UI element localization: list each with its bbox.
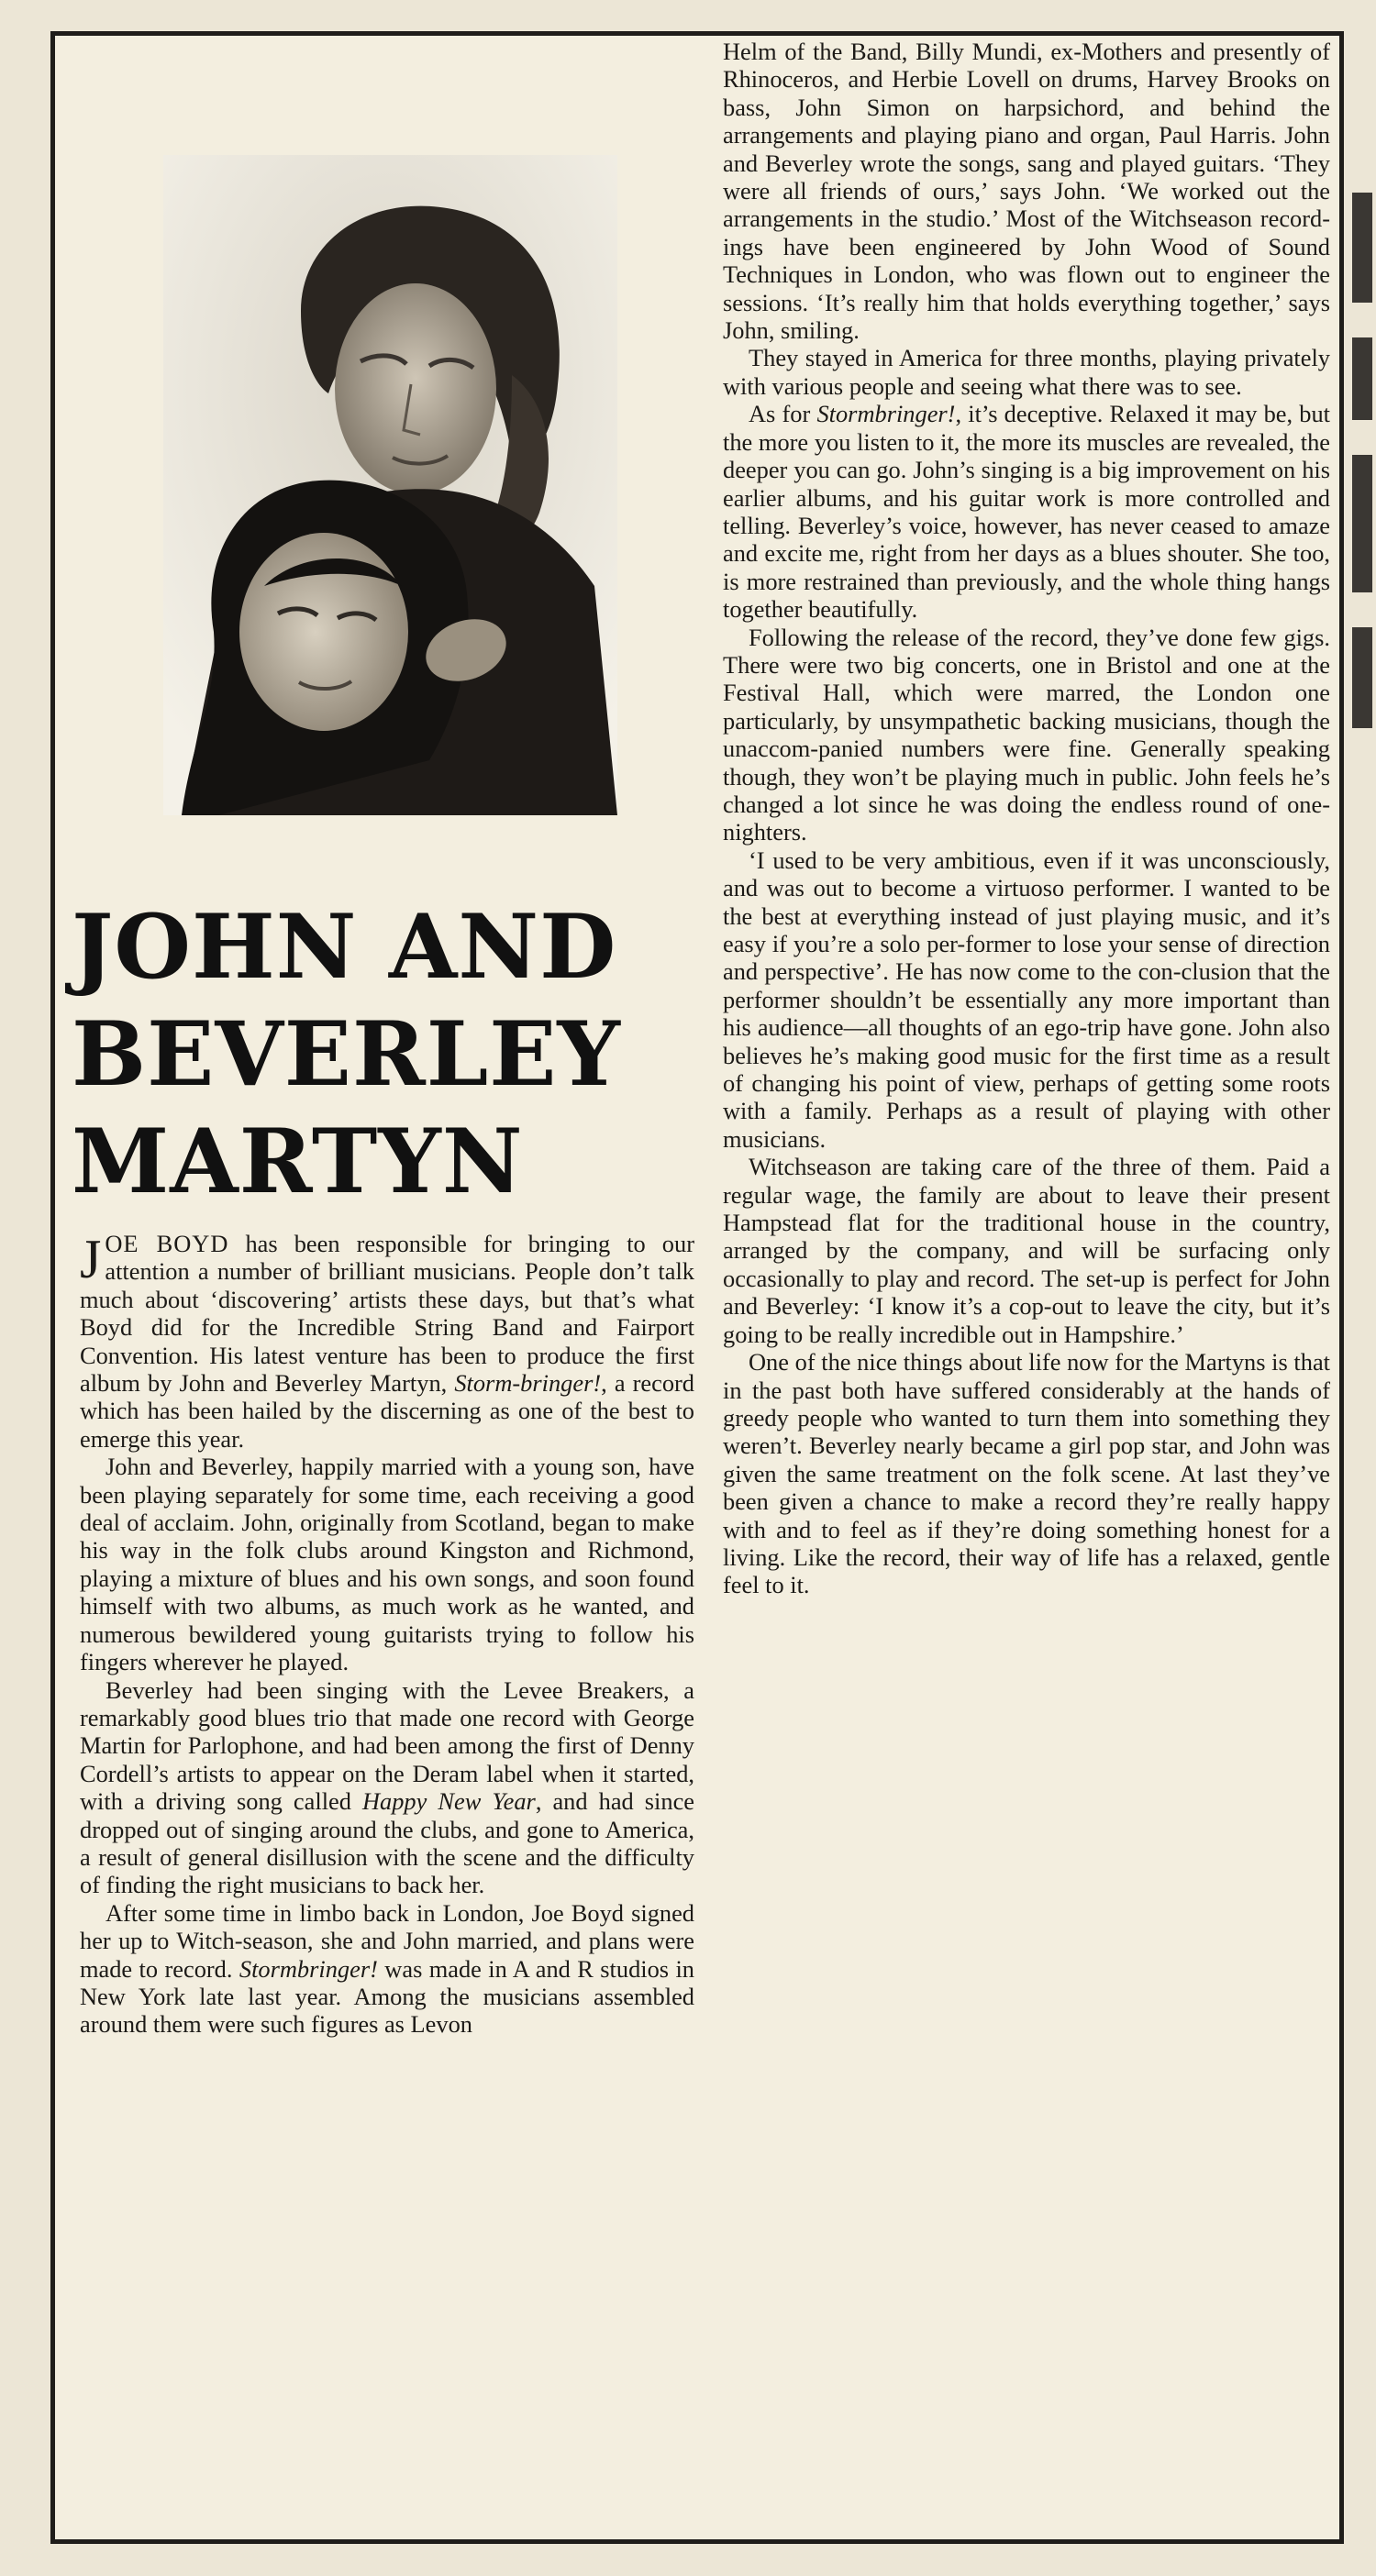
article-photo <box>163 155 617 815</box>
paragraph-text: , it’s deceptive. Relaxed it may be, but the more you listen to it, the more its muscles are revealed, the deeper you can go. John’s singing is a big improvement on his earlier albums, and his guitar work is more controlled and telling. Beverley’s voice, however, has never ceased to amaze and excite me, right from her days as a blues shouter. She too, is more restrained than previously, and the whole thing hangs together beautifully. <box>723 400 1331 624</box>
headline-line-3: MARTYN <box>72 1110 524 1213</box>
paragraph-text: , and had since dropped out of singing around the clubs, and gone to America, a result of general disillusion with the scene and the difficulty of finding the right musicians to back her. <box>80 1787 694 1899</box>
article-paragraph <box>80 1453 694 1675</box>
drop-cap: J <box>80 1229 102 1289</box>
right-column <box>712 36 1336 2539</box>
paragraph-text: As for <box>749 400 817 428</box>
magazine-page <box>50 31 1344 2544</box>
paragraph-text: Beverley had been singing with the Levee Breakers, a remarkably good blues trio that made one record with George Martin for Parlophone, and had been among the first of Denny Cordell’s artists to appear on the Deram label when it started, with a driving song called <box>80 1675 694 1816</box>
italic-text: Stormbringer! <box>816 400 956 428</box>
article-paragraph <box>80 1676 694 1899</box>
headline-line-2: BEVERLEY <box>72 1002 621 1106</box>
paragraph-text: Helm of the Band, Billy Mundi, ex-Mothers and presently of Rhinoceros, and Herbie Lovell on drums, Harvey Brooks on bass, John Simon on harpsichord, and behind the arrangements and playing piano and organ, Paul Harris. John and Beverley wrote the songs, sang and played guitars. ‘They were all friends of ours,’ says John. ‘We worked out the arrangements in the studio.’ Most of the Witchseason record-ings have been engineered by John Wood of Sound Techniques in London, who was flown out to engineer the sessions. ‘It’s really him that holds everything together,’ says John, smiling. <box>723 38 1330 345</box>
headline-line-1: JOHN AND <box>72 895 617 999</box>
article-paragraph <box>80 1899 694 2039</box>
paragraph-text: They stayed in America for three months, playing privately with various people and seeing what there was to see. <box>723 344 1330 400</box>
left-column <box>67 36 700 2539</box>
italic-text: Storm-bringer! <box>454 1369 602 1398</box>
paragraph-text: OE BOYD <box>105 1230 229 1257</box>
paragraph-text: Following the release of the record, they’ve done few gigs. There were two big concerts, one in Bristol and one at the Festival Hall, which were marred, the London one particularly, by unsympathetic backing musicians, though the unaccom-panied numbers were fine. Generally speaking though, they won’t be playing much in public. John feels he’s changed a lot since he was doing the endless round of one-nighters. <box>723 623 1330 846</box>
paragraph-text: has been responsible for bringing to our attention a number of brilliant musicians. People don’t talk much about ‘discovering’ artists these days, but that’s what Boyd did for the Incredible String Band and Fairport Convention. His latest venture has been to produce the first album by John and Beverley Martyn, <box>80 1230 694 1398</box>
article-paragraph <box>723 38 1330 344</box>
article-paragraph <box>723 344 1330 400</box>
article-paragraph <box>723 1348 1330 1599</box>
paragraph-text: John and Beverley, happily married with a young son, have been playing separately for some time, each receiving a good deal of acclaim. John, originally from Scotland, began to make his way in the folk clubs around Kingston and Richmond, playing a mixture of blues and his own songs, and soon found himself with two albums, as much work as he wanted, and numerous bewildered young guitarists trying to follow his fingers wherever he played. <box>80 1453 694 1676</box>
left-column-text <box>80 1230 694 2039</box>
paragraph-text: After some time in limbo back in London, Joe Boyd signed her up to Witch-season, she and John married, and plans were made to record. <box>80 1898 694 1983</box>
paragraph-text: Witchseason are taking care of the three of them. Paid a regular wage, the family are about to leave their present Hampstead flat for the traditional house in the country, arranged by the company, and will be surfacing only occasionally to play and record. The set-up is perfect for John and Beverley: ‘I know it’s a cop-out to leave the city, but it’s going to be really incredible out in Hampshire.’ <box>723 1153 1330 1348</box>
article-paragraph <box>80 1230 694 1453</box>
paragraph-text: One of the nice things about life now for the Martyns is that in the past both have suffered considerably at the hands of greedy people who wanted to turn them into something they weren’t. Beverley nearly became a girl pop star, and John was given the same treatment on the folk scene. At last they’ve been given a chance to make a record they’re really happy with and to feel as if they’re doing something honest for a living. Like the record, their way of life has a relaxed, gentle feel to it. <box>723 1348 1330 1599</box>
paragraph-text: was made in A and R studios in New York late last year. Among the musicians assembled around them were such figures as Levon <box>80 1954 694 2039</box>
article-paragraph <box>723 400 1330 623</box>
article-headline <box>72 893 695 1215</box>
article-paragraph <box>723 1153 1330 1348</box>
paragraph-text: ‘I used to be very ambitious, even if it was unconsciously, and was out to become a virtuoso performer. I wanted to be the best at everything instead of just playing music, and it’s easy if you’re a solo per-former to lose your sense of direction and perspective’. He has now come to the con-clusion that the performer shouldn’t be essentially any more important than his audience—all thoughts of an ego-trip have gone. John also believes he’s making good music for the first time as a result of changing his point of view, perhaps of getting some roots with a family. Perhaps as a result of playing with other musicians. <box>723 846 1330 1153</box>
right-column-text <box>723 38 1330 1599</box>
article-paragraph <box>723 624 1330 846</box>
paragraph-text: , a record which has been hailed by the discerning as one of the best to emerge this year. <box>80 1369 694 1453</box>
italic-text: Stormbringer! <box>239 1954 378 1983</box>
italic-text: Happy New Year <box>361 1787 536 1816</box>
article-paragraph <box>723 846 1330 1153</box>
adjacent-page-edge <box>1352 193 1376 763</box>
couple-portrait-image <box>163 155 617 815</box>
